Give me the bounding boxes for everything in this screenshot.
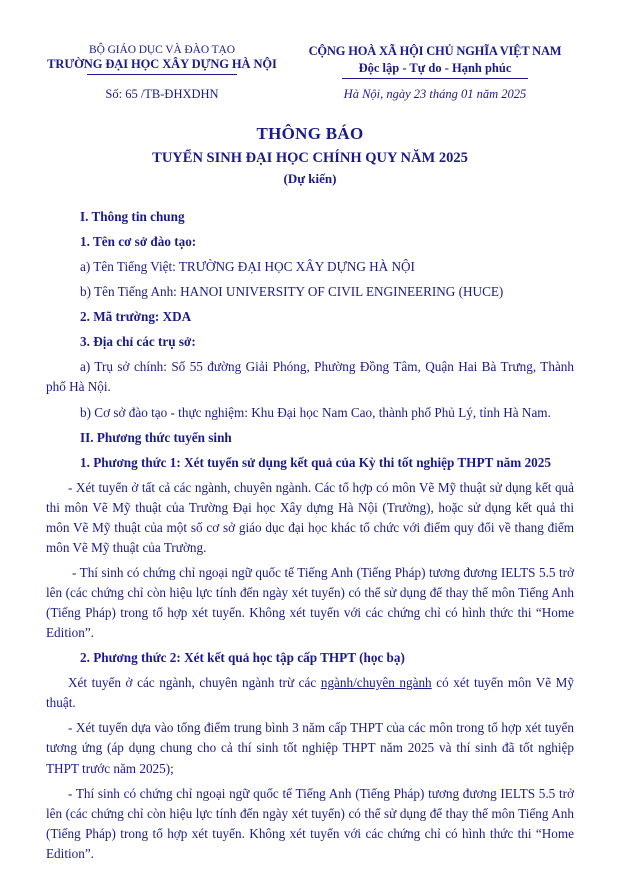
section-1-heading: I. Thông tin chung xyxy=(80,209,185,224)
header-left-block xyxy=(46,44,278,75)
page-title-note: (Dự kiến) xyxy=(283,171,337,186)
document-number: Số: 65 /TB-ĐHXDHN xyxy=(105,87,219,101)
item-2-heading: 2. Mã trường: XDA xyxy=(80,309,192,325)
header-right-divider xyxy=(342,78,528,79)
page-subtitle: TUYỂN SINH ĐẠI HỌC CHÍNH QUY NĂM 2025 xyxy=(152,150,468,166)
method-1-heading: 1. Phương thức 1: Xét tuyển sử dụng kết quả của Kỳ thi tốt nghiệp THPT năm 2025 xyxy=(80,454,551,470)
section-2-heading: II. Phương thức tuyển sinh xyxy=(80,429,232,445)
item-3b-text: b) Cơ sở đào tạo - thực nghiệm: Khu Đại học Nam Cao, thành phố Phủ Lý, tỉnh Hà Nam. xyxy=(80,404,551,420)
university-name: TRƯỜNG ĐẠI HỌC XÂY DỰNG HÀ NỘI xyxy=(47,57,277,71)
method-2-paragraph-3: - Thí sinh có chứng chỉ ngoại ngữ quốc tế Tiếng Anh (Tiếng Pháp) tương đương IELTS 5.5 trở lên (các chứng chỉ còn hiệu lực tính đến ngày xét tuyển) có thể sử dụng để thay thế môn Tiếng Anh (Tiếng Pháp) trong tổ hợp xét tuyển. Không xét tuyển với các chứng chỉ có hình thức thi “Home Edition”. xyxy=(46,785,574,861)
ministry-name: BỘ GIÁO DỤC VÀ ĐÀO TẠO xyxy=(89,44,235,56)
method-2-p1-part-b: có xét tuyển môn Vẽ Mỹ thuật. xyxy=(46,675,574,711)
method-2-paragraph-1 xyxy=(46,673,574,713)
item-1b-text: b) Tên Tiếng Anh: HANOI UNIVERSITY OF CIVIL ENGINEERING (HUCE) xyxy=(80,284,504,300)
document-body xyxy=(46,207,574,864)
place-and-date: Hà Nội, ngày 23 tháng 01 năm 2025 xyxy=(343,87,527,101)
page-title: THÔNG BÁO xyxy=(256,124,364,143)
national-motto: Độc lập - Tự do - Hạnh phúc xyxy=(358,61,512,75)
method-2-p1-part-a: Xét tuyển ở các ngành, chuyên ngành trừ các xyxy=(68,675,321,691)
country-name: CỘNG HOÀ XÃ HỘI CHỦ NGHĨA VIỆT NAM xyxy=(308,44,562,58)
method-2-paragraph-2: - Xét tuyển dựa vào tổng điểm trung bình 3 năm cấp THPT của các môn trong tổ hợp xét tuyển tương ứng (áp dụng chung cho cả thí sinh tốt nghiệp THPT năm 2025 và thí sinh đã tốt nghiệp THPT trước năm 2025); xyxy=(46,720,574,776)
document-subheader xyxy=(46,87,574,102)
method-1-paragraph-1: - Xét tuyển ở tất cả các ngành, chuyên ngành. Các tổ hợp có môn Vẽ Mỹ thuật sử dụng kết quả thi môn Vẽ Mỹ thuật của Trường Đại học Xây dựng Hà Nội (Trường), hoặc sử dụng kết quả thi môn Vẽ Mỹ thuật của một số cơ sở giáo dục đại học khác tổ chức với điểm quy đổi về thang điểm môn Vẽ Mỹ thuật của Trường. xyxy=(46,479,574,555)
item-1a-text: a) Tên Tiếng Việt: TRƯỜNG ĐẠI HỌC XÂY DỰNG HÀ NỘI xyxy=(80,259,415,275)
method-2-p1-underlined: ngành/chuyên ngành xyxy=(320,675,432,691)
item-3-heading: 3. Địa chỉ các trụ sở: xyxy=(80,334,196,350)
item-3a-text: a) Trụ sở chính: Số 55 đường Giải Phóng, Phường Đồng Tâm, Quận Hai Bà Trưng, Thành phố Hà Nội. xyxy=(46,359,574,395)
document-title-block xyxy=(46,124,574,187)
document-header xyxy=(46,44,574,79)
item-1-heading: 1. Tên cơ sở đào tạo: xyxy=(80,234,197,250)
method-1-paragraph-2: - Thí sinh có chứng chỉ ngoại ngữ quốc tế Tiếng Anh (Tiếng Pháp) tương đương IELTS 5.5 trở lên (các chứng chỉ còn hiệu lực tính đến ngày xét tuyển) có thể sử dụng để thay thế môn Tiếng Anh (Tiếng Pháp) trong tổ hợp xét tuyển. Không xét tuyển với các chứng chỉ có hình thức thi “Home Edition”. xyxy=(46,564,574,641)
header-left-divider xyxy=(87,74,237,75)
header-right-block xyxy=(296,44,574,79)
method-2-heading: 2. Phương thức 2: Xét kết quả học tập cấp THPT (học bạ) xyxy=(80,650,405,666)
